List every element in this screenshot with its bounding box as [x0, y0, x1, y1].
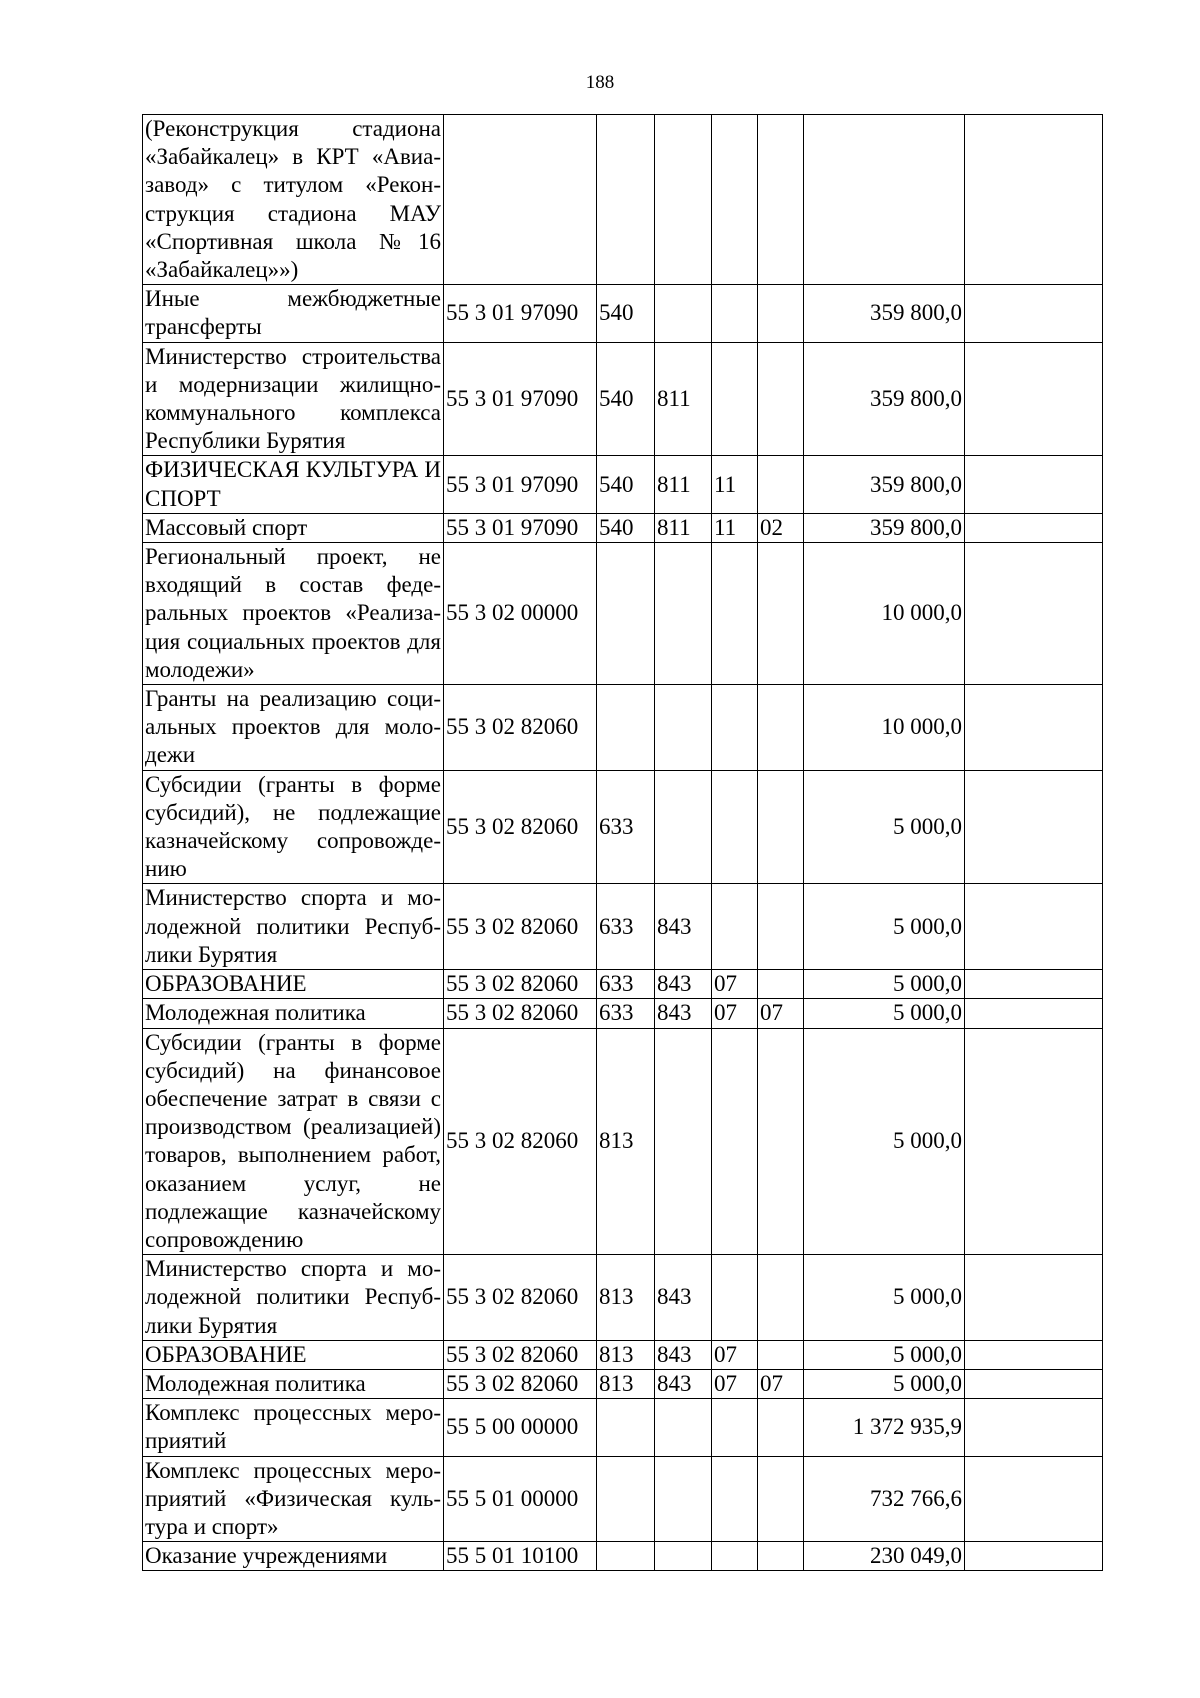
target-code-cell: 55 3 02 82060 — [444, 1340, 597, 1369]
row-name-cell: Комплекс процессных мероприятий — [143, 1399, 444, 1456]
section-cell — [712, 1456, 758, 1542]
amount-cell: 5 000,0 — [804, 1340, 965, 1369]
row-name-cell: Молодежная политика — [143, 1369, 444, 1398]
ministry-code-cell: 843 — [655, 884, 712, 970]
extra-amount-cell — [965, 1399, 1103, 1456]
target-code-cell: 55 3 02 82060 — [444, 1369, 597, 1398]
target-code-cell: 55 3 02 82060 — [444, 770, 597, 884]
amount-cell — [804, 115, 965, 285]
section-cell — [712, 1028, 758, 1255]
extra-amount-cell — [965, 1542, 1103, 1571]
extra-amount-cell — [965, 970, 1103, 999]
amount-cell: 5 000,0 — [804, 884, 965, 970]
expense-type-cell: 633 — [597, 970, 655, 999]
table-row — [143, 884, 1103, 970]
subsection-cell — [758, 115, 804, 285]
amount-cell: 5 000,0 — [804, 1255, 965, 1341]
target-code-cell: 55 3 01 97090 — [444, 285, 597, 342]
expense-type-cell — [597, 115, 655, 285]
section-cell: 07 — [712, 1369, 758, 1398]
table-row — [143, 770, 1103, 884]
extra-amount-cell — [965, 285, 1103, 342]
amount-cell: 5 000,0 — [804, 970, 965, 999]
ministry-code-cell: 843 — [655, 1369, 712, 1398]
ministry-code-cell: 811 — [655, 342, 712, 456]
section-cell — [712, 543, 758, 685]
ministry-code-cell — [655, 1399, 712, 1456]
expense-type-cell — [597, 543, 655, 685]
amount-cell: 5 000,0 — [804, 1028, 965, 1255]
extra-amount-cell — [965, 456, 1103, 513]
extra-amount-cell — [965, 1028, 1103, 1255]
extra-amount-cell — [965, 543, 1103, 685]
ministry-code-cell — [655, 1542, 712, 1571]
ministry-code-cell: 843 — [655, 970, 712, 999]
ministry-code-cell — [655, 685, 712, 771]
amount-cell: 5 000,0 — [804, 770, 965, 884]
table-row — [143, 513, 1103, 542]
row-name-cell: Оказание учреждениями — [143, 1542, 444, 1571]
table-row — [143, 1028, 1103, 1255]
expense-type-cell: 633 — [597, 770, 655, 884]
section-cell — [712, 1255, 758, 1341]
amount-cell: 732 766,6 — [804, 1456, 965, 1542]
expense-type-cell: 813 — [597, 1369, 655, 1398]
ministry-code-cell — [655, 1456, 712, 1542]
subsection-cell — [758, 456, 804, 513]
ministry-code-cell: 843 — [655, 1255, 712, 1341]
ministry-code-cell — [655, 770, 712, 884]
expense-type-cell — [597, 1542, 655, 1571]
row-name-cell: Субсидии (гранты в форме субсидий), не подлежащие казначейскому сопровождению — [143, 770, 444, 884]
extra-amount-cell — [965, 999, 1103, 1028]
expense-type-cell: 813 — [597, 1255, 655, 1341]
section-cell — [712, 115, 758, 285]
expense-type-cell: 813 — [597, 1028, 655, 1255]
table-row — [143, 285, 1103, 342]
table-row — [143, 1369, 1103, 1398]
section-cell — [712, 884, 758, 970]
expense-type-cell: 540 — [597, 285, 655, 342]
subsection-cell — [758, 543, 804, 685]
target-code-cell: 55 3 02 82060 — [444, 970, 597, 999]
section-cell — [712, 285, 758, 342]
table-row — [143, 999, 1103, 1028]
table-row — [143, 970, 1103, 999]
ministry-code-cell: 811 — [655, 513, 712, 542]
section-cell — [712, 342, 758, 456]
subsection-cell — [758, 1255, 804, 1341]
amount-cell: 359 800,0 — [804, 285, 965, 342]
row-name-cell: Гранты на реализацию социальных проектов для молодежи — [143, 685, 444, 771]
row-name-cell: ОБРАЗОВАНИЕ — [143, 970, 444, 999]
budget-table — [142, 114, 1103, 1571]
row-name-cell: (Реконструкция стадиона «Забайкалец» в КРТ «Авиазавод» с титулом «Реконструкция стадиона МАУ «Спортивная школа №16 «Забайкалец»») — [143, 115, 444, 285]
row-name-cell: Массовый спорт — [143, 513, 444, 542]
section-cell — [712, 1399, 758, 1456]
ministry-code-cell: 811 — [655, 456, 712, 513]
target-code-cell: 55 3 01 97090 — [444, 513, 597, 542]
subsection-cell — [758, 970, 804, 999]
ministry-code-cell — [655, 115, 712, 285]
target-code-cell: 55 3 01 97090 — [444, 342, 597, 456]
target-code-cell: 55 5 01 10100 — [444, 1542, 597, 1571]
subsection-cell — [758, 884, 804, 970]
section-cell: 07 — [712, 970, 758, 999]
ministry-code-cell — [655, 1028, 712, 1255]
table-row — [143, 115, 1103, 285]
row-name-cell: Иные межбюджетные трансферты — [143, 285, 444, 342]
ministry-code-cell — [655, 543, 712, 685]
subsection-cell: 07 — [758, 999, 804, 1028]
subsection-cell — [758, 1028, 804, 1255]
amount-cell: 359 800,0 — [804, 342, 965, 456]
row-name-cell: Комплекс процессных мероприятий «Физическая культура и спорт» — [143, 1456, 444, 1542]
target-code-cell: 55 3 02 00000 — [444, 543, 597, 685]
ministry-code-cell: 843 — [655, 1340, 712, 1369]
amount-cell: 10 000,0 — [804, 543, 965, 685]
amount-cell: 359 800,0 — [804, 456, 965, 513]
expense-type-cell — [597, 1399, 655, 1456]
subsection-cell — [758, 1456, 804, 1542]
extra-amount-cell — [965, 1369, 1103, 1398]
page-number: 188 — [585, 72, 615, 93]
extra-amount-cell — [965, 685, 1103, 771]
expense-type-cell: 540 — [597, 342, 655, 456]
subsection-cell: 02 — [758, 513, 804, 542]
section-cell — [712, 685, 758, 771]
section-cell — [712, 1542, 758, 1571]
amount-cell: 1 372 935,9 — [804, 1399, 965, 1456]
row-name-cell: Министерство спорта и молодежной политики Республики Бурятия — [143, 1255, 444, 1341]
expense-type-cell — [597, 1456, 655, 1542]
expense-type-cell — [597, 685, 655, 771]
row-name-cell: ФИЗИЧЕСКАЯ КУЛЬТУРА И СПОРТ — [143, 456, 444, 513]
row-name-cell: Министерство строительства и модернизации жилищно-коммунального комплекса Республики Бурятия — [143, 342, 444, 456]
subsection-cell — [758, 685, 804, 771]
expense-type-cell: 540 — [597, 456, 655, 513]
row-name-cell: ОБРАЗОВАНИЕ — [143, 1340, 444, 1369]
extra-amount-cell — [965, 513, 1103, 542]
table-row — [143, 342, 1103, 456]
subsection-cell — [758, 342, 804, 456]
row-name-cell: Субсидии (гранты в форме субсидий) на финансовое обеспечение затрат в связи с производством (реализацией) товаров, выполнением работ, оказанием услуг, не подлежащие казначейскому сопровождению — [143, 1028, 444, 1255]
section-cell: 11 — [712, 456, 758, 513]
section-cell: 11 — [712, 513, 758, 542]
subsection-cell — [758, 1340, 804, 1369]
expense-type-cell: 813 — [597, 1340, 655, 1369]
expense-type-cell: 633 — [597, 999, 655, 1028]
target-code-cell: 55 3 02 82060 — [444, 1028, 597, 1255]
extra-amount-cell — [965, 884, 1103, 970]
section-cell: 07 — [712, 1340, 758, 1369]
table-row — [143, 456, 1103, 513]
target-code-cell: 55 3 02 82060 — [444, 884, 597, 970]
table-row — [143, 1399, 1103, 1456]
target-code-cell: 55 3 02 82060 — [444, 685, 597, 771]
section-cell: 07 — [712, 999, 758, 1028]
extra-amount-cell — [965, 770, 1103, 884]
table-row — [143, 1456, 1103, 1542]
table-body — [143, 115, 1103, 1571]
extra-amount-cell — [965, 1340, 1103, 1369]
target-code-cell: 55 3 02 82060 — [444, 1255, 597, 1341]
row-name-cell: Молодежная политика — [143, 999, 444, 1028]
amount-cell: 230 049,0 — [804, 1542, 965, 1571]
target-code-cell: 55 5 00 00000 — [444, 1399, 597, 1456]
table-row — [143, 1542, 1103, 1571]
ministry-code-cell: 843 — [655, 999, 712, 1028]
target-code-cell: 55 3 01 97090 — [444, 456, 597, 513]
section-cell — [712, 770, 758, 884]
subsection-cell — [758, 1542, 804, 1571]
row-name-cell: Министерство спорта и молодежной политики Республики Бурятия — [143, 884, 444, 970]
table-row — [143, 685, 1103, 771]
table-row — [143, 1255, 1103, 1341]
ministry-code-cell — [655, 285, 712, 342]
extra-amount-cell — [965, 1456, 1103, 1542]
extra-amount-cell — [965, 1255, 1103, 1341]
subsection-cell — [758, 770, 804, 884]
amount-cell: 5 000,0 — [804, 999, 965, 1028]
row-name-cell: Региональный проект, не входящий в состав федеральных проектов «Реализация социальных проектов для молодежи» — [143, 543, 444, 685]
extra-amount-cell — [965, 115, 1103, 285]
subsection-cell — [758, 1399, 804, 1456]
amount-cell: 10 000,0 — [804, 685, 965, 771]
amount-cell: 359 800,0 — [804, 513, 965, 542]
expense-type-cell: 633 — [597, 884, 655, 970]
target-code-cell: 55 5 01 00000 — [444, 1456, 597, 1542]
target-code-cell — [444, 115, 597, 285]
amount-cell: 5 000,0 — [804, 1369, 965, 1398]
target-code-cell: 55 3 02 82060 — [444, 999, 597, 1028]
extra-amount-cell — [965, 342, 1103, 456]
table-row — [143, 1340, 1103, 1369]
subsection-cell: 07 — [758, 1369, 804, 1398]
expense-type-cell: 540 — [597, 513, 655, 542]
table-row — [143, 543, 1103, 685]
subsection-cell — [758, 285, 804, 342]
